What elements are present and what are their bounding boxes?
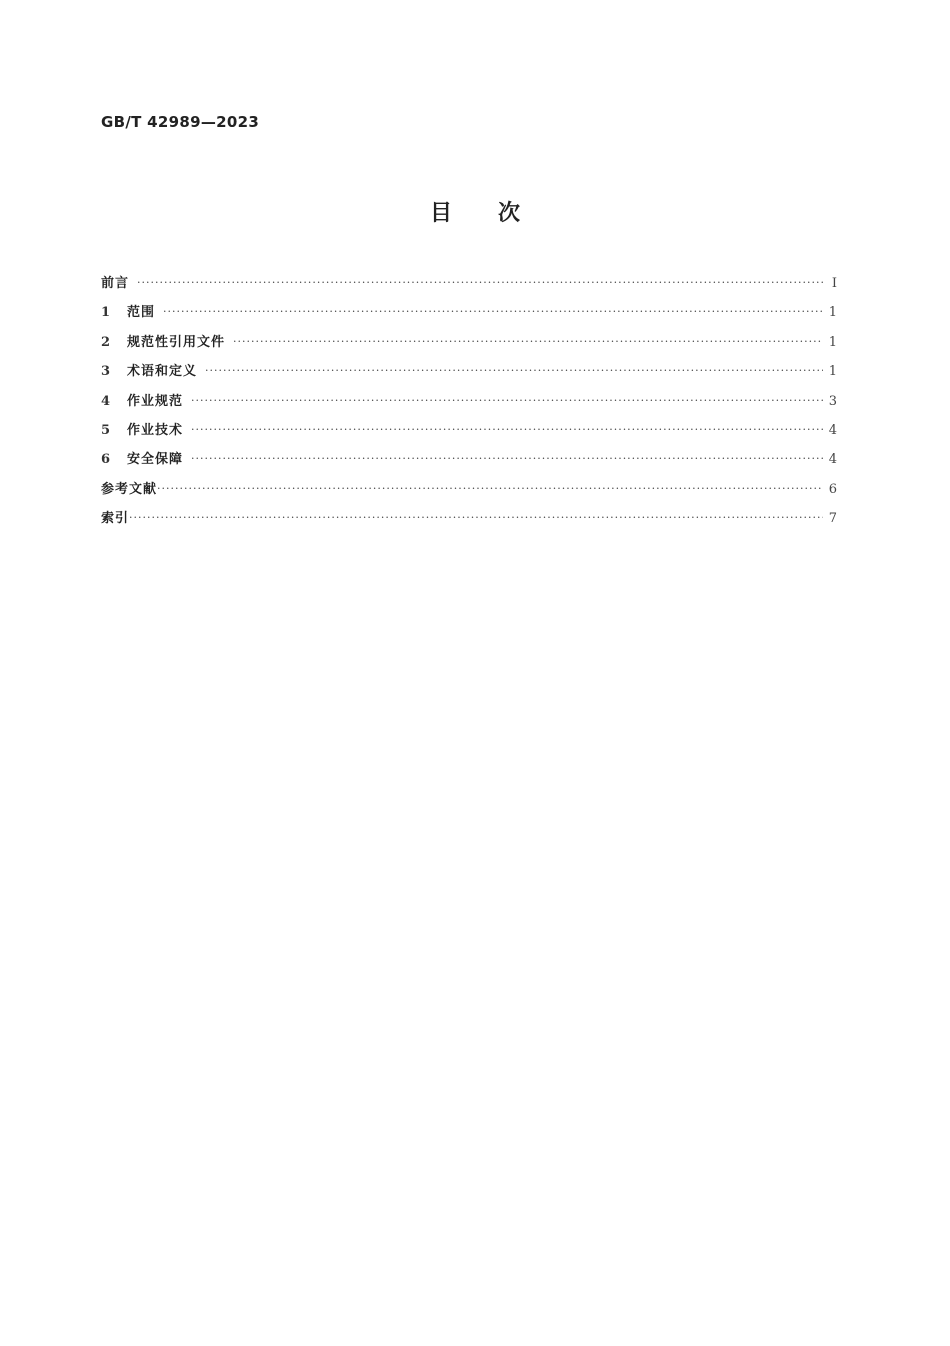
toc-item-page: 1 bbox=[828, 305, 837, 321]
toc-leader-dots bbox=[191, 391, 823, 411]
toc-item-page: 1 bbox=[828, 334, 837, 350]
toc-item-index[interactable] bbox=[101, 509, 837, 538]
toc-item-foreword[interactable] bbox=[101, 274, 837, 303]
toc-item-number: 1 bbox=[101, 305, 111, 321]
toc-item-terms[interactable] bbox=[101, 362, 837, 391]
toc-item-normative-references[interactable] bbox=[101, 333, 837, 362]
toc-item-label: 作业规范 bbox=[127, 393, 184, 409]
toc-item-safety[interactable] bbox=[101, 450, 837, 479]
toc-leader-dots bbox=[157, 479, 823, 499]
toc-item-label: 索引 bbox=[101, 511, 130, 527]
toc-item-label: 安全保障 bbox=[127, 452, 184, 468]
toc-item-number: 4 bbox=[101, 393, 111, 409]
toc-item-bibliography[interactable] bbox=[101, 480, 837, 509]
toc-item-page: 1 bbox=[828, 364, 837, 380]
toc-item-label: 术语和定义 bbox=[127, 364, 198, 380]
toc-item-label: 规范性引用文件 bbox=[127, 334, 226, 350]
toc-item-page: 6 bbox=[828, 481, 837, 497]
toc-item-page: 3 bbox=[828, 393, 837, 409]
toc-item-label: 范围 bbox=[127, 305, 156, 321]
toc-leader-dots bbox=[205, 361, 823, 381]
standard-code: GB/T 42989—2023 bbox=[101, 113, 260, 131]
toc-item-label: 参考文献 bbox=[101, 481, 158, 497]
toc-item-number: 6 bbox=[101, 452, 111, 468]
toc-item-number: 5 bbox=[101, 422, 111, 438]
toc-item-page: Ⅰ bbox=[831, 276, 837, 291]
toc-item-label: 前言 bbox=[101, 276, 130, 291]
toc-leader-dots bbox=[191, 420, 823, 440]
toc-item-operation-technique[interactable] bbox=[101, 421, 837, 450]
toc-leader-dots bbox=[191, 449, 823, 469]
toc-leader-dots bbox=[163, 302, 823, 322]
toc-item-label: 作业技术 bbox=[127, 422, 184, 438]
toc-leader-dots bbox=[137, 273, 823, 293]
toc-item-number: 2 bbox=[101, 334, 111, 350]
toc-item-page: 4 bbox=[828, 422, 837, 438]
table-of-contents bbox=[101, 274, 837, 539]
page-title: 目次 bbox=[429, 201, 566, 226]
toc-item-number: 3 bbox=[101, 364, 111, 380]
toc-leader-dots bbox=[129, 508, 823, 528]
toc-item-operation-specification[interactable] bbox=[101, 392, 837, 421]
toc-item-page: 4 bbox=[828, 452, 837, 468]
toc-leader-dots bbox=[233, 332, 823, 352]
toc-item-scope[interactable] bbox=[101, 303, 837, 332]
toc-item-page: 7 bbox=[828, 511, 837, 527]
